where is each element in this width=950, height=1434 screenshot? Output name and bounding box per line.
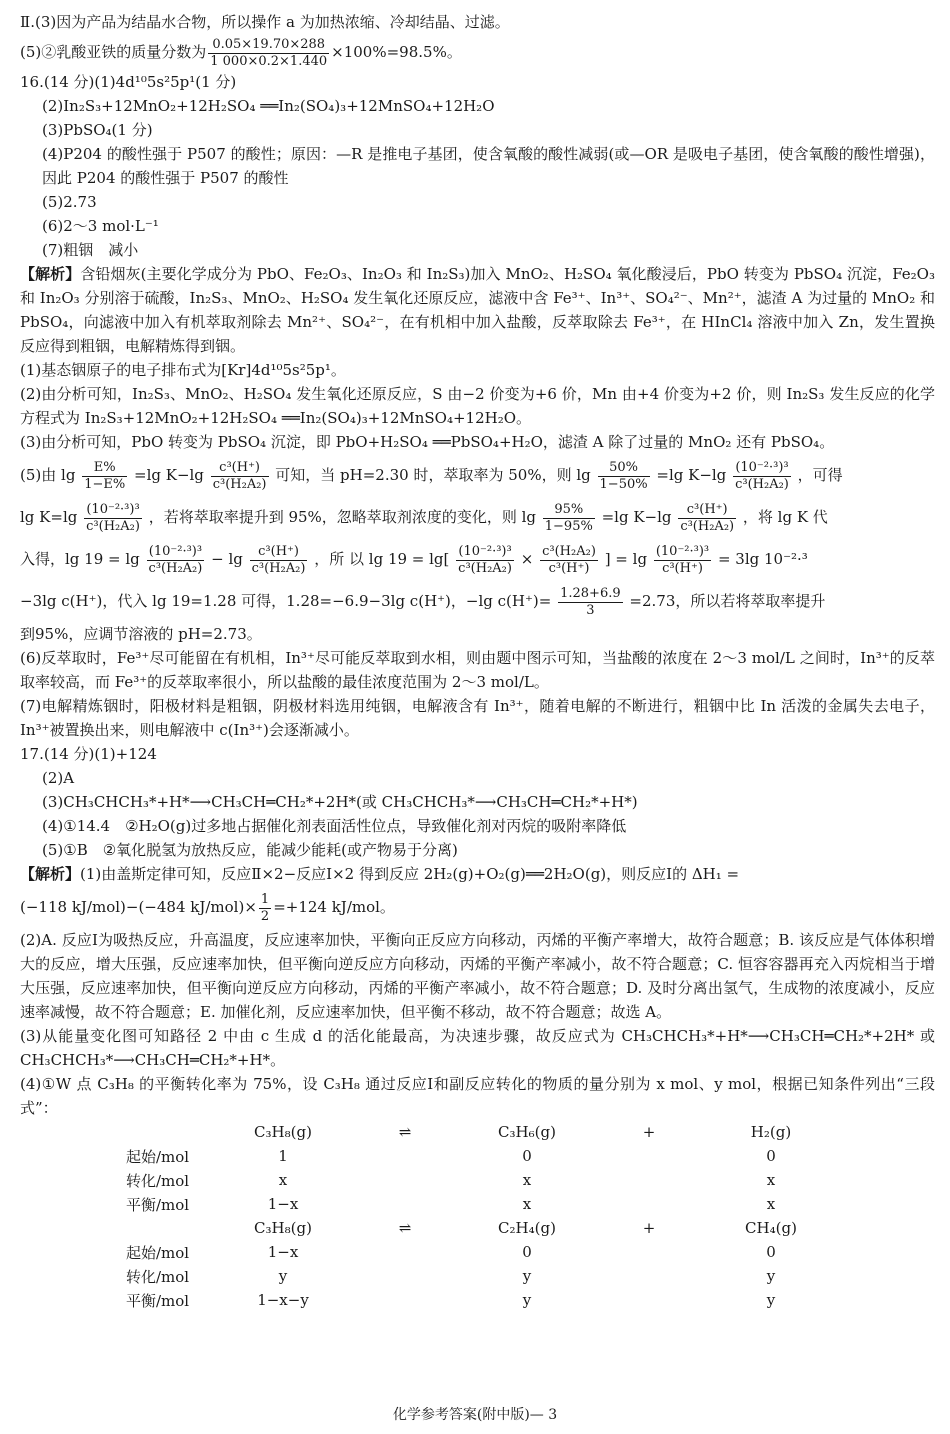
- q16-answer-7: (7)粗铟 减小: [42, 241, 139, 259]
- ice1-header: C₃H₈(g) ⇌ C₃H₆(g) + H₂(g): [254, 1123, 792, 1141]
- q17-analysis-4: (4)①W 点 C₃H₈ 的平衡转化率为 75%，设 C₃H₈ 通过反应Ⅰ和副反应转化的物质的量分别为 x mol、y mol，根据已知条件列出“三段式”：: [20, 1075, 935, 1117]
- ice2-header: C₃H₈(g) ⇌ C₂H₄(g) + CH₄(g): [254, 1219, 797, 1237]
- line-2-3: Ⅱ.(3)因为产品为结晶水合物，所以操作 a 为加热浓缩、冷却结晶、过滤。: [20, 13, 510, 31]
- q17-analysis-1a: 【解析】(1)由盖斯定律可知，反应Ⅱ×2−反应Ⅰ×2 得到反应 2H₂(g)+O₂(g)══2H₂O(g)，则反应Ⅰ的 ΔH₁ =: [20, 865, 740, 883]
- analysis-3: (3)由分析可知，PbO 转变为 PbSO₄ 沉淀，即 PbO+H₂SO₄ ══PbSO₄+H₂O，滤渣 A 除了过量的 MnO₂ 还有 PbSO₄。: [20, 433, 835, 451]
- table-row: 转化/mol y y y: [126, 1267, 776, 1286]
- table-row: 转化/mol x x x: [126, 1171, 776, 1190]
- q16-answer-5: (5)2.73: [42, 193, 97, 211]
- page-footer: 化学参考答案(附中版)— 3: [392, 1407, 558, 1423]
- q16-answer-4: (4)P204 的酸性强于 P507 的酸性；原因：—R 是推电子基团，使含氧酸的酸性减弱(或—OR 是吸电子基团，使含氧酸的酸性增强)，因此 P204 的酸性强于 P507 的酸性: [42, 145, 935, 187]
- table-row: 起始/mol 1−x 0 0: [126, 1243, 776, 1262]
- q17-analysis-1b: (−118 kJ/mol)−(−484 kJ/mol)× $\frac{1}{2}$ =+124 kJ/mol。: [20, 891, 395, 924]
- answer-page: [20, 10, 935, 1312]
- q17-answer-4: (4)①14.4 ②H₂O(g)过多地占据催化剂表面活性位点，导致催化剂对丙烷的吸附率降低: [42, 817, 627, 835]
- q16-answer-2: (2)In₂S₃+12MnO₂+12H₂SO₄ ══In₂(SO₄)₃+12MnSO₄+12H₂O: [42, 97, 495, 115]
- analysis-6: (6)反萃取时，Fe³⁺尽可能留在有机相，In³⁺尽可能反萃取到水相，则由题中图示可知，当盐酸的浓度在 2～3 mol/L 之间时，In³⁺的反萃取率较高，而 Fe³⁺的反萃取率很小，所以盐酸的最佳浓度范围为 2～3 mol/L。: [20, 649, 935, 691]
- analysis-5-line5: 到95%，应调节溶液的 pH=2.73。: [20, 625, 262, 643]
- ice-table-1: [120, 1120, 832, 1216]
- q16-answer-6: (6)2～3 mol·L⁻¹: [42, 217, 159, 235]
- table-row: 平衡/mol 1−x x x: [126, 1195, 776, 1214]
- table-row: 起始/mol 1 0 0: [126, 1147, 776, 1166]
- q17-heading: 17.(14 分)(1)+124: [20, 745, 157, 763]
- mass-fraction: $\frac{0.05\times 19.70\times 288}{1 000\times 0.2\times 1.440}$: [210, 36, 328, 69]
- q17-answer-3: (3)CH₃CHCH₃*+H*⟶CH₃CH═CH₂*+2H*(或 CH₃CHCH₃*⟶CH₃CH═CH₂*+H*): [42, 793, 638, 811]
- analysis-1: (1)基态铟原子的电子排布式为[Kr]4d¹⁰5s²5p¹。: [20, 361, 346, 379]
- analysis-2: (2)由分析可知，In₂S₃、MnO₂、H₂SO₄ 发生氧化还原反应，S 由−2 价变为+6 价，Mn 由+4 价变为+2 价，则 In₂S₃ 发生反应的化学方程式为 In₂S₃+12MnO₂+12H₂SO₄ ══In₂(SO₄)₃+12MnSO₄+12H₂O。: [20, 385, 935, 427]
- q17-analysis-3: (3)从能量变化图可知路径 2 中由 c 生成 d 的活化能最高，为决速步骤，故反应式为 CH₃CHCH₃*+H*⟶CH₃CH═CH₂*+2H* 或 CH₃CHCH₃*⟶CH₃CH═CH₂*+H*。: [20, 1027, 935, 1069]
- q16-answer-3: (3)PbSO₄(1 分): [42, 121, 153, 139]
- analysis-7: (7)电解精炼铟时，阳极材料是粗铟，阴极材料选用纯铟，电解液含有 In³⁺，随着电解的不断进行，粗铟中比 In 活泼的金属失去电子，In³⁺被置换出来，则电解液中 c(In³⁺)会逐渐减小。: [20, 697, 935, 739]
- analysis-5-line2: lg K=lg $\frac{\text{(10⁻²·³)³}}{\text{c³(H₂A₂)}}$ ，若将萃取率提升到 95%，忽略萃取剂浓度的变化，则 lg $\frac{95\%}{1-95\%}$ =lg K−lg $\frac{\text{c³(H⁺)}}{\text{c³(H₂A₂)}}$ ，将 lg K 代: [20, 501, 828, 534]
- q17-analysis-2: (2)A. 反应Ⅰ为吸热反应，升高温度，反应速率加快，平衡向正反应方向移动，丙烯的平衡产率增大，故符合题意；B. 该反应是气体体积增大的反应，增大压强，反应速率加快，但平衡向逆反应方向移动，丙烯的平衡产率减小，故不符合题意；C. 恒容容器再充入丙烷相当于增大压强，反应速率加快，但平衡向逆反应方向移动，丙烯的平衡产率减小，故不符合题意；D. 及时分离出氢气，生成物的浓度减小，反应速率减慢，故不符合题意；E. 加催化剂，反应速率加快，但平衡不移动，故不符合题意；故选 A。: [20, 931, 935, 1021]
- table-row: 平衡/mol 1−x−y y y: [126, 1291, 776, 1310]
- analysis-5-line3: 入得，lg 19 = lg $\frac{\text{(10⁻²·³)³}}{\text{c³(H₂A₂)}}$ − lg $\frac{\text{c³(H⁺)}}{\text{c³(H₂A₂)}}$ ，所 以 lg 19 = lg[ $\frac{\text{(10⁻²·³)³}}{\text{c³(H₂A₂)}}$ × $\frac{\text{c³(H₂A₂)}}{\text{c³(H⁺)}}$ ] = lg $\frac{\text{(10⁻²·³)³}}{\text{c³(H⁺)}}$ = 3lg 10⁻²·³: [20, 543, 808, 576]
- q16-heading: 16.(14 分)(1)4d¹⁰5s²5p¹(1 分): [20, 73, 237, 91]
- analysis-5-line1: (5)由 lg $\frac{E\%}{1-E\%}$ =lg K−lg $\frac{\text{c³(H⁺)}}{\text{c³(H₂A₂)}}$ 可知，当 pH=2.30 时，萃取率为 50%，则 lg $\frac{50\%}{1-50\%}$ =lg K−lg $\frac{\text{(10⁻²·³)³}}{\text{c³(H₂A₂)}}$ ，可得: [20, 459, 843, 492]
- line-2-5: (5)②乳酸亚铁的质量分数为 $\frac{0.05\times 19.70\times 288}{1 000\times 0.2\times 1.440}$ ×100%=98.5%。: [20, 36, 462, 69]
- analysis-5-line4: −3lg c(H⁺)，代入 lg 19=1.28 可得，1.28=−6.9−3lg c(H⁺)，−lg c(H⁺)= $\frac{1.28+6.9}{3}$ =2.73，所以若将萃取率提升: [20, 585, 826, 618]
- q17-answer-2: (2)A: [42, 769, 75, 787]
- ice-table-2: [120, 1216, 832, 1312]
- q16-analysis: 【解析】含铅烟灰(主要化学成分为 PbO、Fe₂O₃、In₂O₃ 和 In₂S₃)加入 MnO₂、H₂SO₄ 氧化酸浸后，PbO 转变为 PbSO₄ 沉淀，Fe₂O₃ 和 In₂O₃ 分别溶于硫酸，In₂S₃、MnO₂、H₂SO₄ 发生氧化还原反应，滤液中含 Fe³⁺、In³⁺、SO₄²⁻、Mn²⁺，滤渣 A 为过量的 MnO₂ 和 PbSO₄，向滤液中加入有机萃取剂除去 Mn²⁺、SO₄²⁻，在有机相中加入盐酸，反萃取除去 Fe³⁺，在 HInCl₄ 溶液中加入 Zn，发生置换反应得到粗铟，电解精炼得到铟。: [20, 265, 935, 355]
- q17-answer-5: (5)①B ②氧化脱氢为放热反应，能减少能耗(或产物易于分离): [42, 841, 458, 859]
